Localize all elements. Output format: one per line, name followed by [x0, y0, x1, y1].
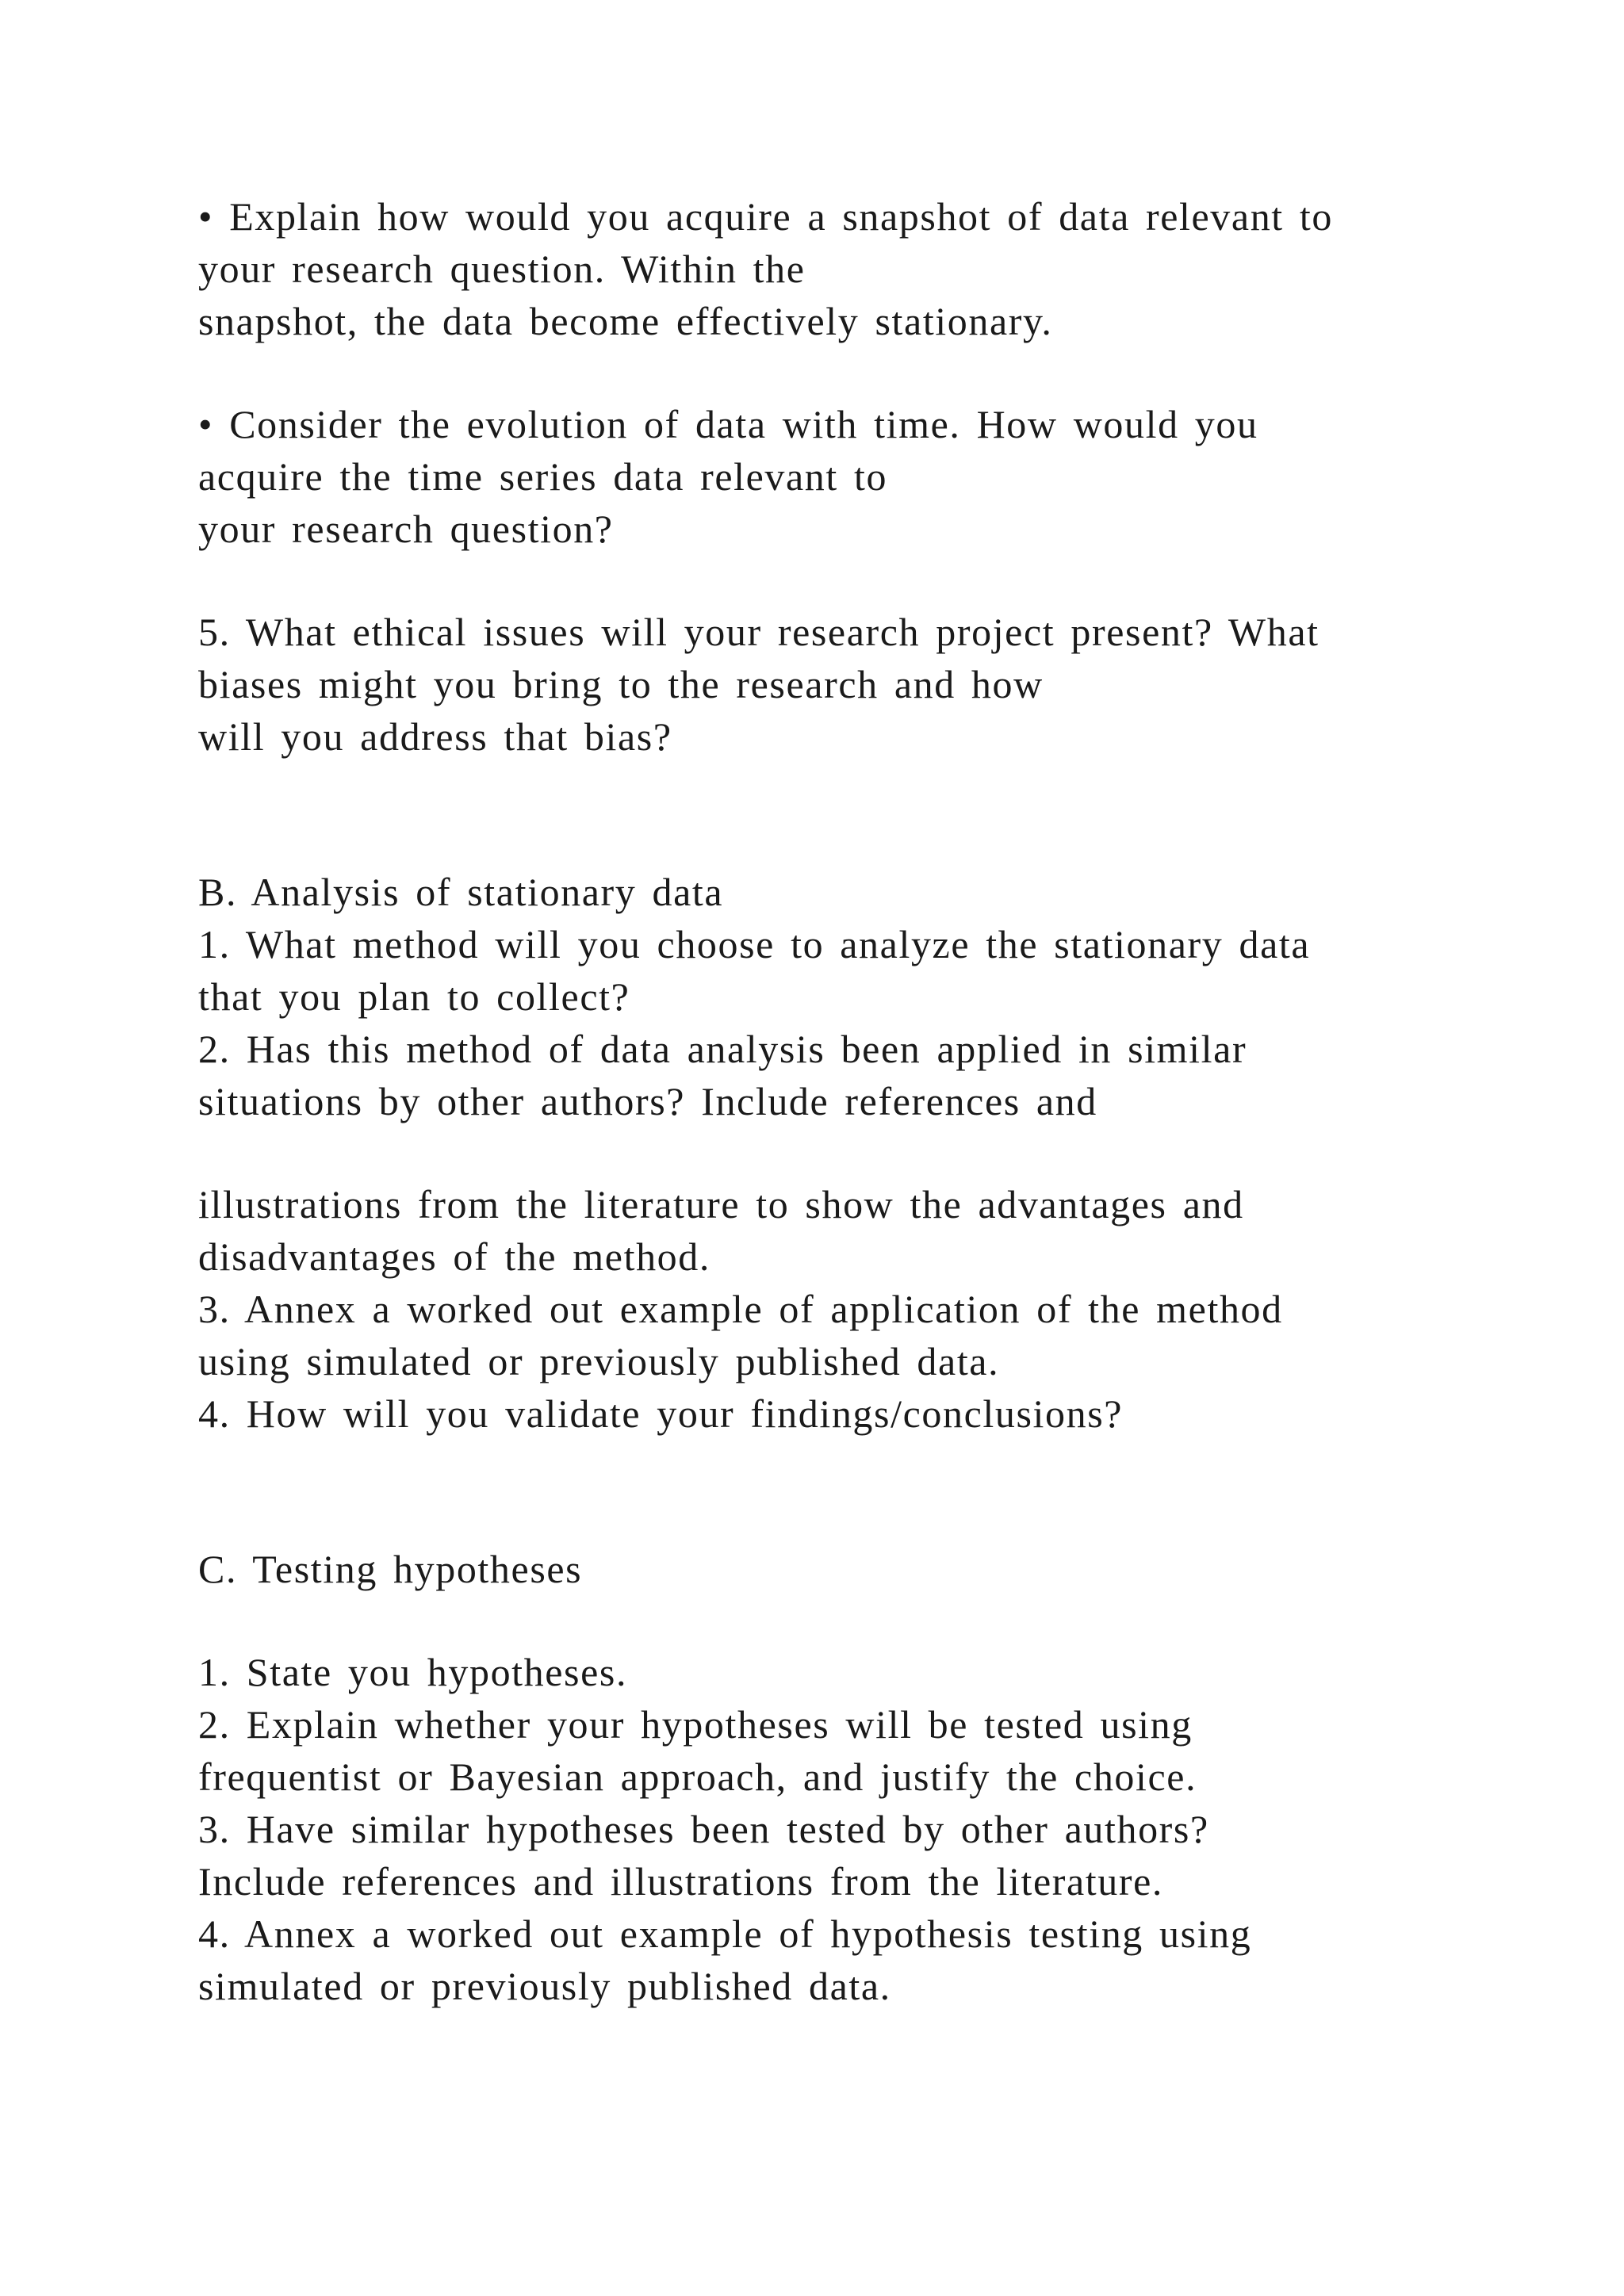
section-heading: B. Analysis of stationary data — [198, 870, 724, 914]
bullet-snapshot — [198, 190, 1507, 347]
section-heading: C. Testing hypotheses — [198, 1547, 583, 1591]
text-line: • Explain how would you acquire a snapshot of data relevant to — [198, 194, 1333, 239]
spacer — [198, 1595, 1507, 1646]
text-line: snapshot, the data become effectively stationary. — [198, 299, 1053, 343]
text-line: 4. Annex a worked out example of hypothesis testing using — [198, 1911, 1252, 1956]
section-b — [198, 866, 1507, 1440]
text-line: 2. Explain whether your hypotheses will be tested using — [198, 1702, 1193, 1747]
text-line: frequentist or Bayesian approach, and justify the choice. — [198, 1755, 1197, 1799]
spacer — [198, 555, 1507, 606]
bullet-time-series — [198, 398, 1507, 555]
spacer — [198, 763, 1507, 866]
text-line: 4. How will you validate your findings/conclusions? — [198, 1391, 1124, 1436]
spacer — [198, 1127, 1507, 1178]
text-line: disadvantages of the method. — [198, 1234, 710, 1279]
text-line: 2. Has this method of data analysis been applied in similar — [198, 1027, 1247, 1071]
text-line: 3. Have similar hypotheses been tested by other authors? — [198, 1807, 1209, 1851]
text-line: 1. State you hypotheses. — [198, 1650, 628, 1694]
text-line: simulated or previously published data. — [198, 1964, 891, 2008]
text-line: situations by other authors? Include references and — [198, 1079, 1097, 1123]
text-line: biases might you bring to the research and how — [198, 662, 1044, 706]
text-line: your research question? — [198, 507, 614, 551]
text-line: 5. What ethical issues will your research project present? What — [198, 610, 1320, 654]
document-page — [198, 190, 1507, 2012]
text-line: will you address that bias? — [198, 714, 672, 759]
text-line: 3. Annex a worked out example of application of the method — [198, 1287, 1283, 1331]
text-line: using simulated or previously published data. — [198, 1339, 1000, 1383]
text-line: Include references and illustrations from the literature. — [198, 1859, 1164, 1904]
text-line: acquire the time series data relevant to — [198, 454, 888, 499]
section-c — [198, 1543, 1507, 2012]
question-ethics — [198, 606, 1507, 763]
text-line: • Consider the evolution of data with time. How would you — [198, 402, 1258, 446]
text-line: that you plan to collect? — [198, 974, 630, 1019]
spacer — [198, 1440, 1507, 1543]
text-line: illustrations from the literature to show the advantages and — [198, 1182, 1244, 1226]
spacer — [198, 347, 1507, 398]
text-line: your research question. Within the — [198, 247, 806, 291]
text-line: 1. What method will you choose to analyze the stationary data — [198, 922, 1311, 966]
